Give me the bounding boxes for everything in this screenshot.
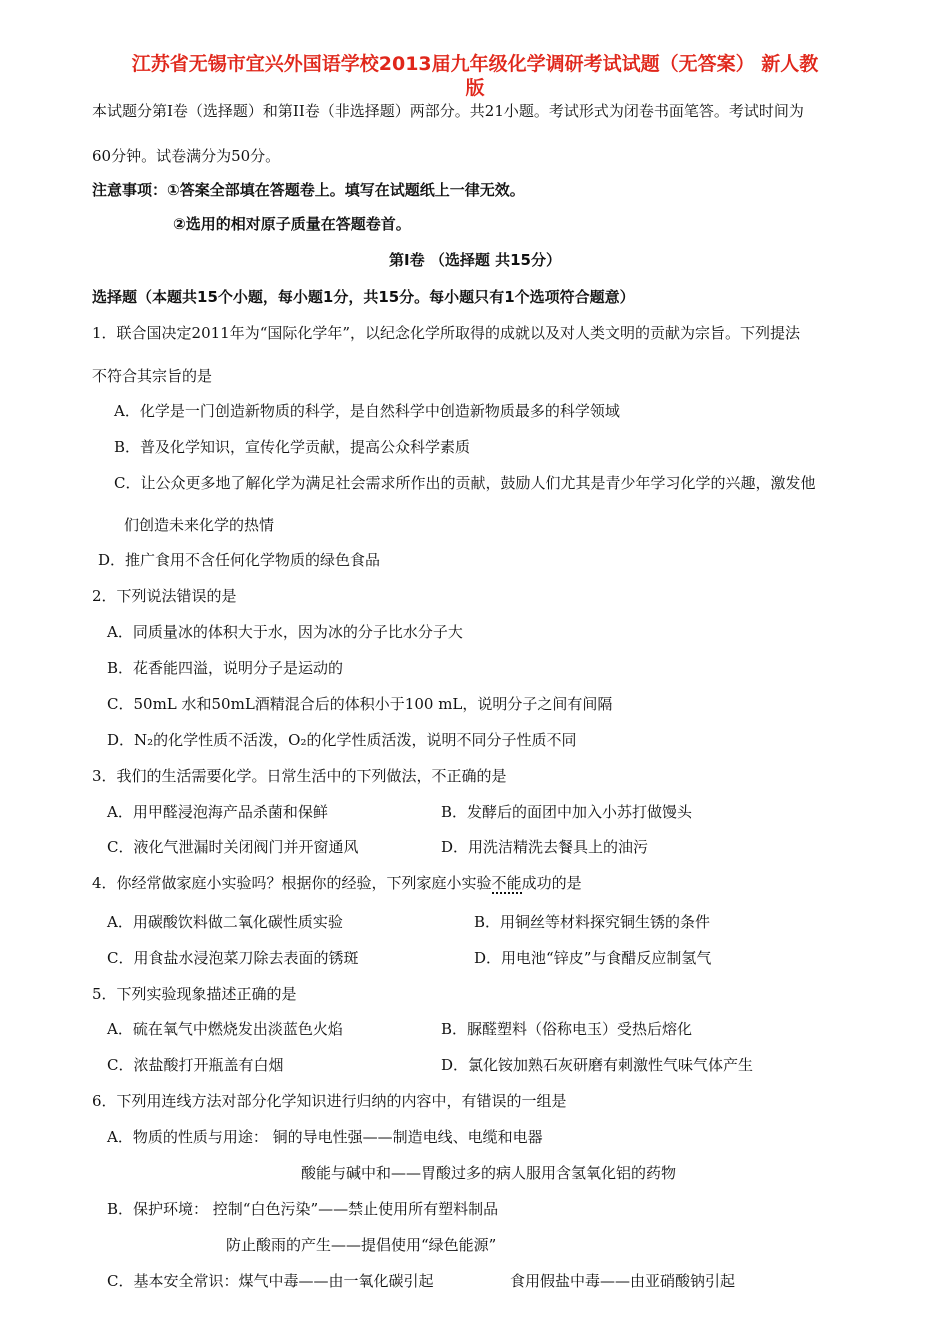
notice-line1: 注意事项：①答案全部填在答题卷上。填写在试题纸上一律无效。	[92, 181, 525, 199]
q1-option-c-line1: C．让公众更多地了解化学为满足社会需求所作出的贡献，鼓励人们尤其是青少年学习化学的兴趣，激发他	[114, 474, 816, 492]
q2-option-c: C．50mL 水和50mL酒精混合后的体积小于100 mL，说明分子之间有间隔	[107, 695, 613, 713]
document-title-line1: 江苏省无锡市宜兴外国语学校2013届九年级化学调研考试试题（无答案） 新人教	[131, 53, 819, 75]
q5-stem: 5．下列实验现象描述正确的是	[92, 985, 297, 1003]
q6-option-a-line2: 酸能与碱中和——胃酸过多的病人服用含氢氧化铝的药物	[301, 1164, 677, 1182]
q4-stem-pre: 4．你经常做家庭小实验吗？根据你的经验，下列家庭小实验	[92, 874, 492, 892]
q3-option-d: D．用洗洁精洗去餐具上的油污	[441, 838, 649, 856]
q2-option-a: A．同质量冰的体积大于水，因为冰的分子比水分子大	[107, 623, 463, 641]
q1-option-a: A．化学是一门创造新物质的科学，是自然科学中创造新物质最多的科学领域	[114, 402, 620, 420]
q3-option-c: C．液化气泄漏时关闭阀门并开窗通风	[107, 838, 359, 856]
q4-option-a: A．用碳酸饮料做二氧化碳性质实验	[107, 913, 343, 931]
section-title: 第Ⅰ卷 （选择题 共15分）	[389, 251, 561, 269]
q5-option-a: A．硫在氧气中燃烧发出淡蓝色火焰	[107, 1020, 343, 1038]
q3-option-b: B．发酵后的面团中加入小苏打做馒头	[441, 803, 693, 821]
q3-stem: 3．我们的生活需要化学。日常生活中的下列做法，不正确的是	[92, 767, 507, 785]
q4-stem-post: 成功的是	[521, 874, 582, 892]
q3-option-a: A．用甲醛浸泡海产品杀菌和保鲜	[107, 803, 328, 821]
section-description: 选择题（本题共15个小题，每小题1分，共15分。每小题只有1个选项符合题意）	[92, 288, 635, 306]
q4-stem-emphasis: 不能	[491, 874, 522, 892]
notice-line2: ②选用的相对原子质量在答题卷首。	[173, 215, 411, 233]
q1-option-c-line2: 们创造未来化学的热情	[124, 516, 275, 534]
q1-option-b: B．普及化学知识，宣传化学贡献，提高公众科学素质	[114, 438, 471, 456]
intro-line1: 本试题分第Ⅰ卷（选择题）和第II卷（非选择题）两部分。共21小题。考试形式为闭卷书面笔答。考试时间为	[92, 102, 804, 120]
q4-option-c: C．用食盐水浸泡菜刀除去表面的锈斑	[107, 949, 359, 967]
q4-option-b: B．用铜丝等材料探究铜生锈的条件	[474, 913, 711, 931]
q6-option-b-line2: 防止酸雨的产生——提倡使用“绿色能源”	[226, 1236, 497, 1254]
q6-option-b-line1: B．保护环境： 控制“白色污染”——禁止使用所有塑料制品	[107, 1200, 499, 1218]
q5-option-d: D．氯化铵加熟石灰研磨有刺激性气味气体产生	[441, 1056, 754, 1074]
q6-option-c-part1: C．基本安全常识：煤气中毒——由一氧化碳引起	[107, 1272, 434, 1290]
q6-option-c-part2: 食用假盐中毒——由亚硝酸钠引起	[510, 1272, 736, 1290]
q6-stem: 6．下列用连线方法对部分化学知识进行归纳的内容中，有错误的一组是	[92, 1092, 567, 1110]
q4-stem	[92, 873, 582, 893]
q1-option-d: D．推广食用不含任何化学物质的绿色食品	[98, 551, 381, 569]
q6-option-a-line1: A．物质的性质与用途： 铜的导电性强——制造电线、电缆和电器	[107, 1128, 543, 1146]
q5-option-c: C．浓盐酸打开瓶盖有白烟	[107, 1056, 284, 1074]
q4-option-d: D．用电池“锌皮”与食醋反应制氢气	[474, 949, 712, 967]
intro-line2: 60分钟。试卷满分为50分。	[92, 147, 281, 165]
q1-stem-line2: 不符合其宗旨的是	[92, 367, 213, 385]
q1-stem-line1: 1．联合国决定2011年为“国际化学年”，以纪念化学所取得的成就以及对人类文明的贡献为宗旨。下列提法	[92, 324, 801, 342]
q2-option-d: D．N₂的化学性质不活泼，O₂的化学性质活泼，说明不同分子性质不同	[107, 731, 577, 749]
q2-stem: 2．下列说法错误的是	[92, 587, 237, 605]
document-title-line2: 版	[465, 77, 485, 99]
q2-option-b: B．花香能四溢，说明分子是运动的	[107, 659, 344, 677]
q5-option-b: B．脲醛塑料（俗称电玉）受热后熔化	[441, 1020, 693, 1038]
